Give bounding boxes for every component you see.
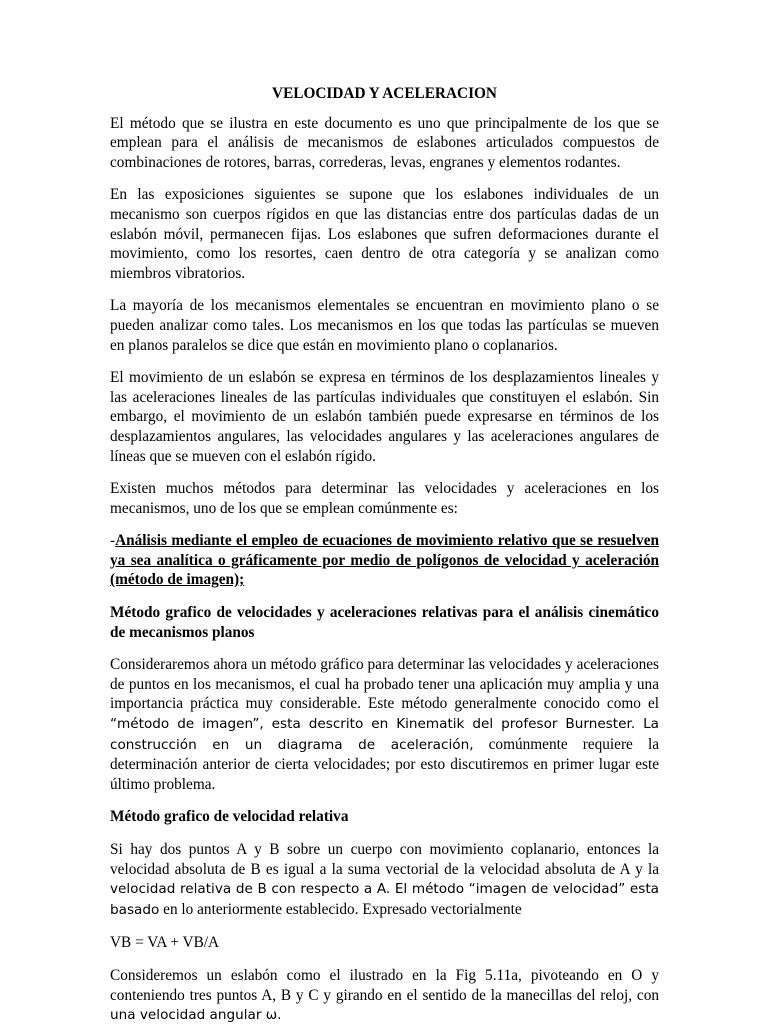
relative-velocity-text-b: velocidad relativa de B con respecto a A. El método “imagen de velocidad” esta basado	[110, 881, 659, 918]
link-example-text-b: una velocidad angular ω.	[110, 1007, 282, 1024]
paragraph-image-method	[110, 655, 659, 794]
image-method-text-c: comúnmente requiere la determinación anterior de cierta velocidades; por esto discutiremos en primer lugar este último problema.	[110, 735, 660, 793]
paragraph-methods: Existen muchos métodos para determinar las velocidades y aceleraciones en los mecanismos, uno de los que se emplean comúnmente es:	[110, 480, 659, 517]
analysis-method-text: Análisis mediante el empleo de ecuaciones de movimiento relativo que se resuelven ya sea analítica o gráficamente por medio de polígonos de velocidad y aceleración (método de imagen);	[110, 532, 659, 589]
heading-graphic-method: Método grafico de velocidades y aceleraciones relativas para el análisis cinemático de mecanismos planos	[110, 604, 659, 641]
dash-prefix: -	[110, 532, 116, 550]
paragraph-analysis-method	[110, 531, 659, 590]
relative-velocity-text-c: en lo anteriormente establecido. Expresado vectorialmente	[159, 900, 522, 918]
document-title: VELOCIDAD Y ACELERACION	[272, 85, 497, 102]
paragraph-plane-motion: La mayoría de los mecanismos elementales se encuentran en movimiento plano o se pueden analizar como tales. Los mecanismos en los que todas las partículas se mueven en planos paralelos se dice que están en movimiento plano o coplanarios.	[110, 297, 659, 354]
image-method-text-a: Consideraremos ahora un método gráfico para determinar las velocidades y aceleraciones de puntos en los mecanismos, el cual ha probado tener una aplicación muy amplia y una importancia práctica muy considerable. Este método generalmente conocido como el	[110, 656, 659, 713]
paragraph-link-example	[110, 966, 659, 1026]
image-method-text-b: “método de imagen”, esta descrito en Kinematik del profesor Burnester. La construcción en un diagrama de aceleración,	[110, 716, 659, 753]
relative-velocity-text-a: Si hay dos puntos A y B sobre un cuerpo con movimiento coplanario, entonces la velocidad absoluta de B es igual a la suma vectorial de la velocidad absoluta de A y la	[110, 841, 659, 878]
paragraph-relative-velocity	[110, 840, 659, 920]
document-page	[110, 84, 659, 1026]
paragraph-intro: El método que se ilustra en este documento es uno que principalmente de los que se emplean para el análisis de mecanismos de eslabones articulados compuestos de combinaciones de rotores, barras, correderas, levas, engranes y elementos rodantes.	[110, 114, 659, 171]
heading-relative-velocity: Método grafico de velocidad relativa	[110, 808, 349, 826]
vector-formula: VB = VA + VB/A	[110, 934, 220, 952]
link-example-text-a: Consideremos un eslabón como el ilustrado en la Fig 5.11a, pivoteando en O y conteniendo tres puntos A, B y C y girando en el sentido de la manecillas del reloj, con	[110, 966, 659, 1004]
paragraph-rigid-bodies: En las exposiciones siguientes se supone que los eslabones individuales de un mecanismo son cuerpos rígidos en que las distancias entre dos partículas dadas de un eslabón móvil, permanecen fijas. Los eslabones que sufren deformaciones durante el movimiento, como los resortes, caen dentro de otra categoría y se analizan como miembros vibratorios.	[110, 186, 659, 282]
paragraph-link-motion: El movimiento de un eslabón se expresa en términos de los desplazamientos lineales y las aceleraciones lineales de las partículas individuales que constituyen el eslabón. Sin embargo, el movimiento de un eslabón también puede expresarse en términos de los desplazamientos angulares, las velocidades angulares y las aceleraciones angulares de líneas que se mueven con el eslabón rígido.	[110, 369, 659, 465]
